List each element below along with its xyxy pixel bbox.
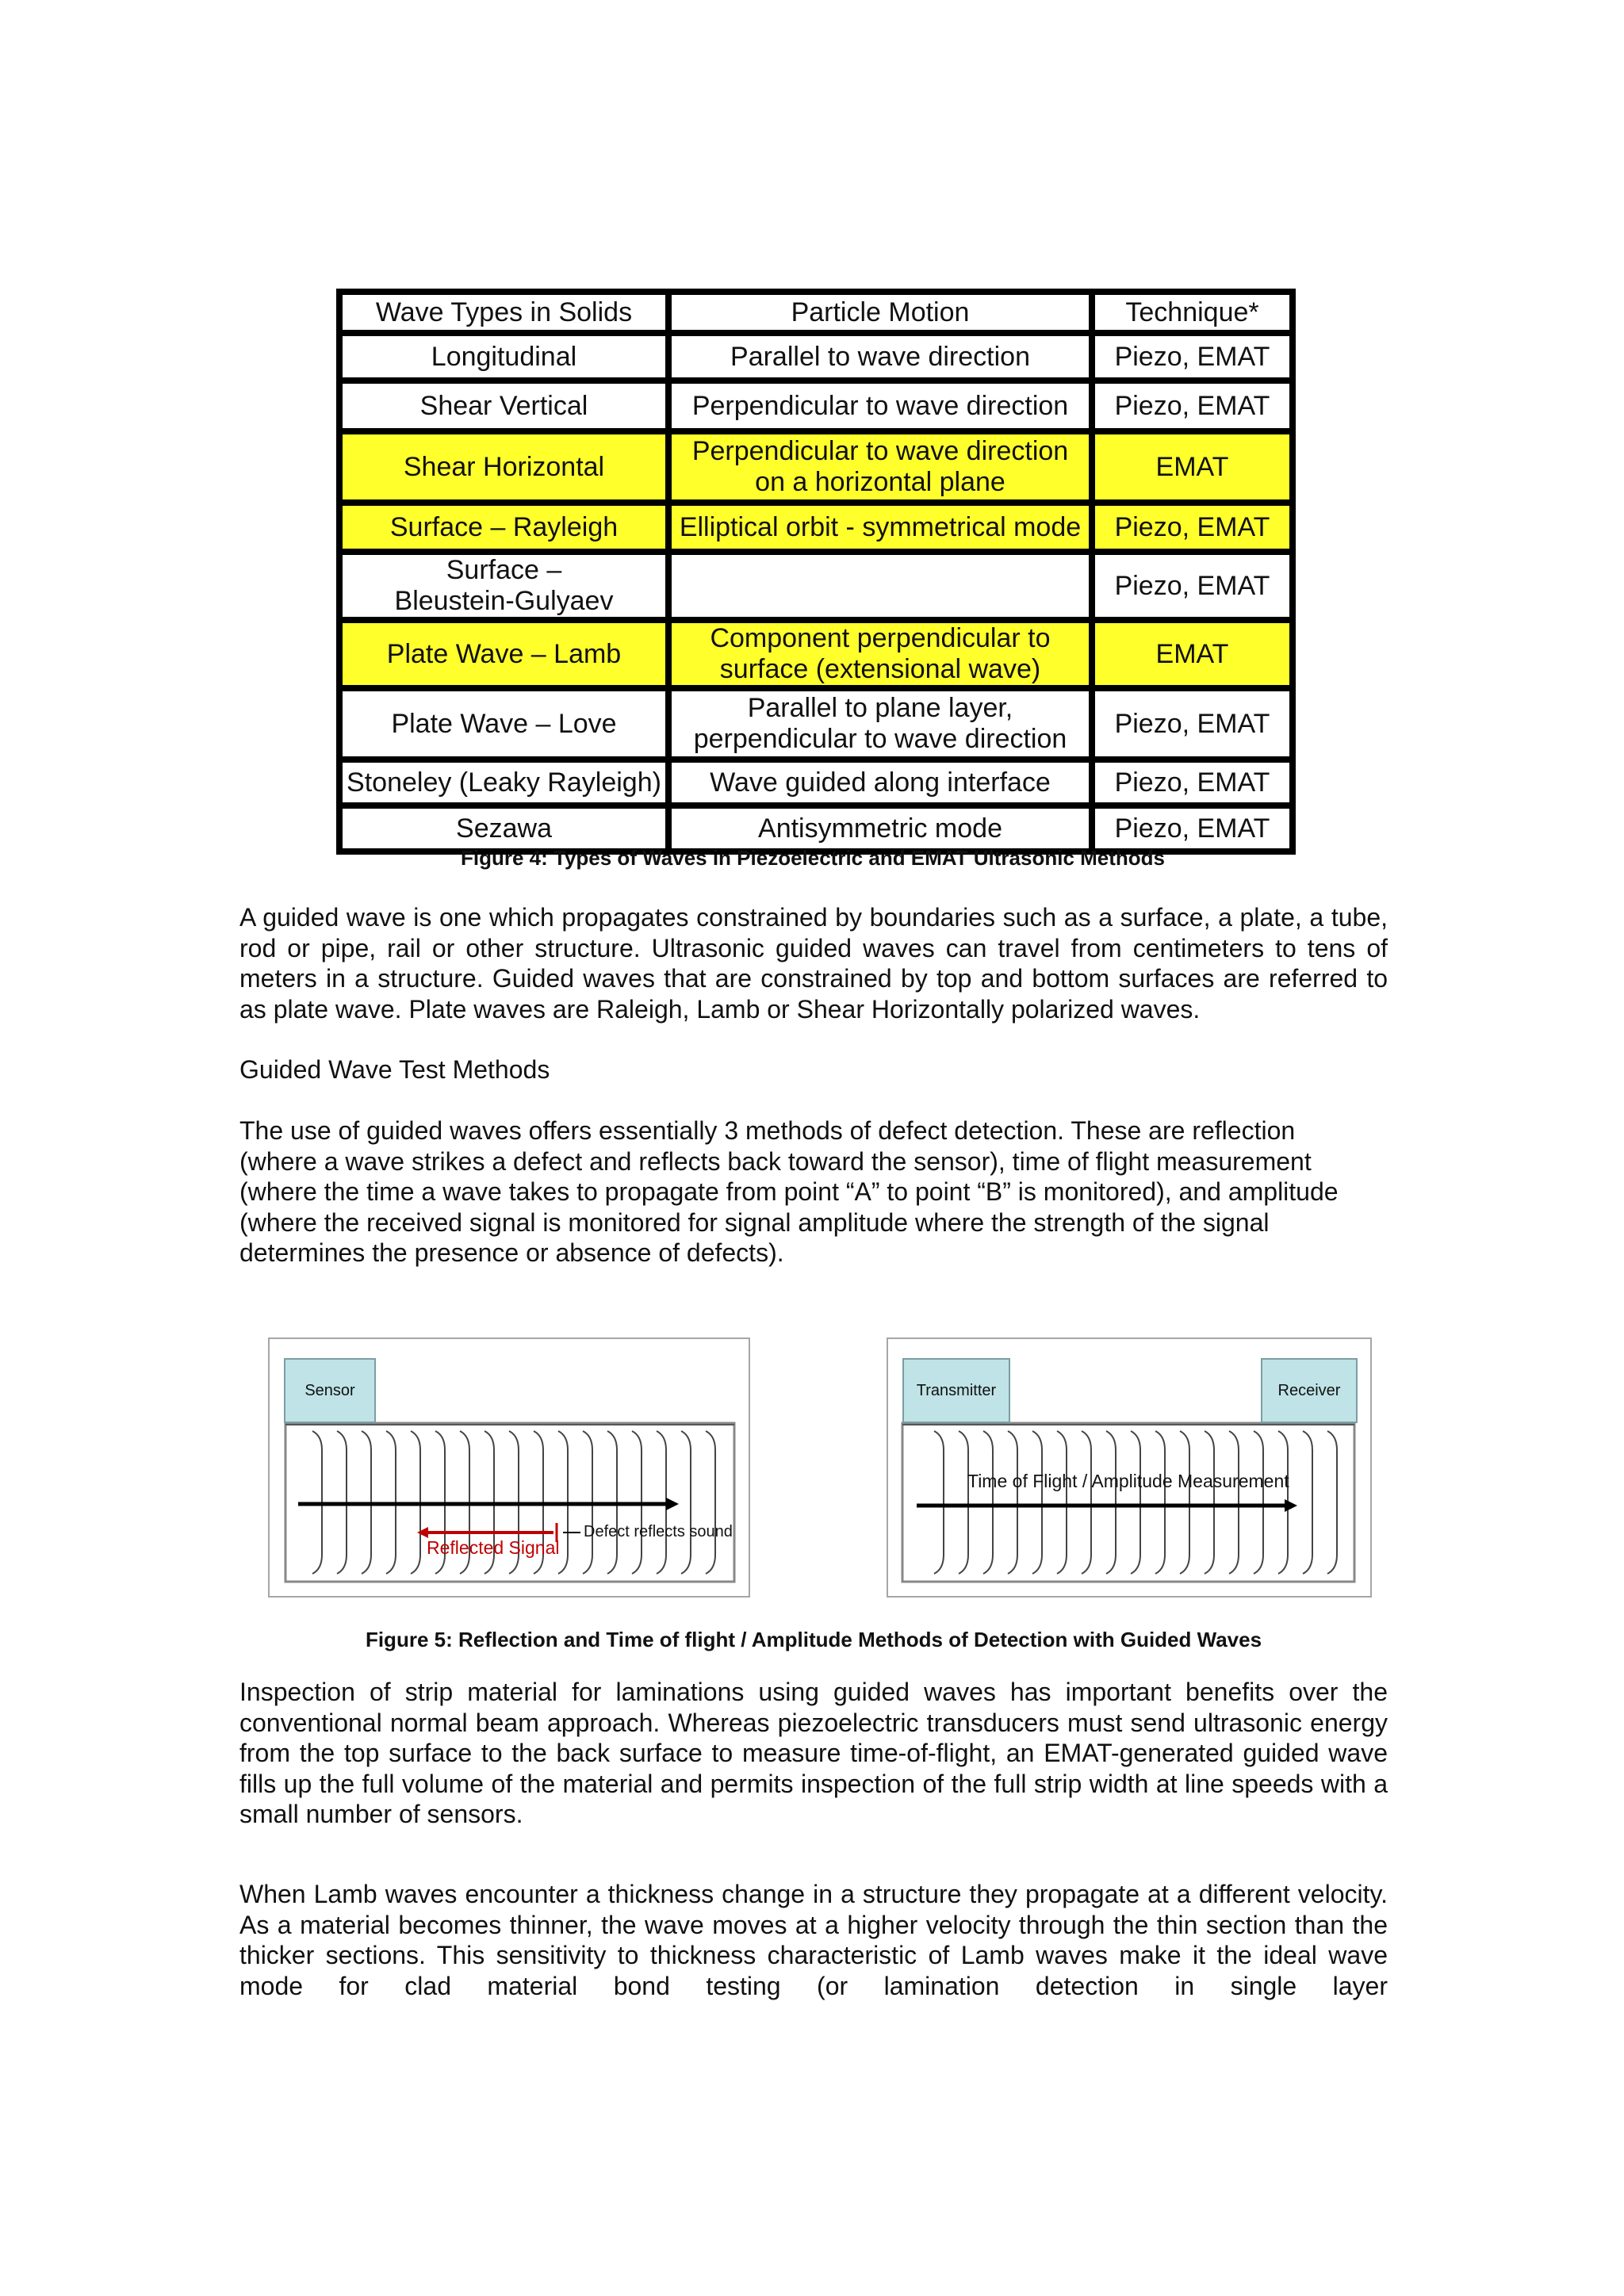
technique-cell: EMAT [1092, 431, 1293, 503]
technique-cell: Piezo, EMAT [1092, 552, 1293, 620]
technique-cell: Piezo, EMAT [1092, 688, 1293, 760]
table-row [339, 806, 1293, 851]
technique-cell: Piezo, EMAT [1092, 806, 1293, 851]
transmitter-box: Transmitter [902, 1358, 1010, 1423]
defect-label: Defect reflects sound [584, 1523, 733, 1540]
figure-5-caption: Figure 5: Reflection and Time of flight / Amplitude Methods of Detection with Guided Waves [365, 1628, 1262, 1651]
table-row [339, 431, 1293, 503]
paragraph-strip-inspection: Inspection of strip material for laminations using guided waves has important benefits over the conventional normal beam approach. Whereas piezoelectric transducers must send ultrasonic energy from the top surface to the back surface to measure time-of-flight, an EMAT-generated guided wave fills up the full volume of the material and permits inspection of the full strip width at line speeds with a small number of sensors. [239, 1678, 1388, 1828]
wave-type-cell: Shear Horizontal [339, 431, 668, 503]
reflection-diagram [268, 1337, 750, 1598]
header-cell: Particle Motion [668, 292, 1092, 333]
measurement-label: Time of Flight / Amplitude Measurement [967, 1471, 1289, 1491]
wave-type-cell: Plate Wave – Lamb [339, 620, 668, 688]
particle-motion-cell: Component perpendicular to surface (extensional wave) [668, 620, 1092, 688]
technique-cell: Piezo, EMAT [1092, 381, 1293, 431]
particle-motion-cell [668, 552, 1092, 620]
table-row [339, 381, 1293, 431]
table-header-row [339, 292, 1293, 333]
particle-motion-cell: Wave guided along interface [668, 760, 1092, 806]
technique-cell: Piezo, EMAT [1092, 333, 1293, 381]
wave-type-cell: Stoneley (Leaky Rayleigh) [339, 760, 668, 806]
receiver-box: Receiver [1261, 1358, 1358, 1423]
particle-motion-cell: Perpendicular to wave direction [668, 381, 1092, 431]
header-cell: Technique* [1092, 292, 1293, 333]
reflected-signal-label: Reflected Signal [427, 1537, 560, 1558]
table-row [339, 333, 1293, 381]
table-row [339, 760, 1293, 806]
header-cell: Wave Types in Solids [339, 292, 668, 333]
particle-motion-cell: Antisymmetric mode [668, 806, 1092, 851]
paragraph-guided-wave-definition: A guided wave is one which propagates constrained by boundaries such as a surface, a plate, a tube, rod or pipe, rail or other structure. Ultrasonic guided waves can travel from centimeters to tens of meters in a structure. Guided waves that are constrained by top and bottom surfaces are referred to as plate wave. Plate waves are Raleigh, Lamb or Shear Horizontally polarized waves. [239, 903, 1388, 1024]
table-row [339, 503, 1293, 552]
table-row [339, 552, 1293, 620]
technique-cell: EMAT [1092, 620, 1293, 688]
particle-motion-cell: Parallel to plane layer, perpendicular to wave direction [668, 688, 1092, 760]
wave-type-cell: Plate Wave – Love [339, 688, 668, 760]
time-of-flight-diagram [887, 1337, 1372, 1598]
paragraph-test-methods: The use of guided waves offers essentially 3 methods of defect detection. These are reflection (where a wave strikes a defect and reflects back toward the sensor), time of flight measurement (where the time a wave takes to propagate from point “A” to point “B” is monitored), and amplitude (where the received signal is monitored for signal amplitude where the strength of the signal determines the presence or absence of defects). [239, 1116, 1339, 1267]
paragraph-lamb-waves: When Lamb waves encounter a thickness change in a structure they propagate at a different velocity. As a material becomes thinner, the wave moves at a higher velocity through the thin section than the thicker sections. This sensitivity to thickness characteristic of Lamb waves make it the ideal wave mode for clad material bond testing (or lamination detection in single layer [239, 1880, 1388, 2000]
wave-types-table [336, 289, 1296, 855]
wave-type-cell: Longitudinal [339, 333, 668, 381]
sensor-box: Sensor [284, 1358, 376, 1423]
wave-type-cell: Surface – Bleustein-Gulyaev [339, 552, 668, 620]
technique-cell: Piezo, EMAT [1092, 760, 1293, 806]
particle-motion-cell: Perpendicular to wave direction on a horizontal plane [668, 431, 1092, 503]
section-heading: Guided Wave Test Methods [239, 1055, 550, 1084]
wave-type-cell: Sezawa [339, 806, 668, 851]
wave-type-cell: Surface – Rayleigh [339, 503, 668, 552]
particle-motion-cell: Elliptical orbit - symmetrical mode [668, 503, 1092, 552]
particle-motion-cell: Parallel to wave direction [668, 333, 1092, 381]
figure-4-caption: Figure 4: Types of Waves in Piezoelectric and EMAT Ultrasonic Methods [460, 846, 1166, 870]
table-row [339, 620, 1293, 688]
technique-cell: Piezo, EMAT [1092, 503, 1293, 552]
table-row [339, 688, 1293, 760]
wave-type-cell: Shear Vertical [339, 381, 668, 431]
